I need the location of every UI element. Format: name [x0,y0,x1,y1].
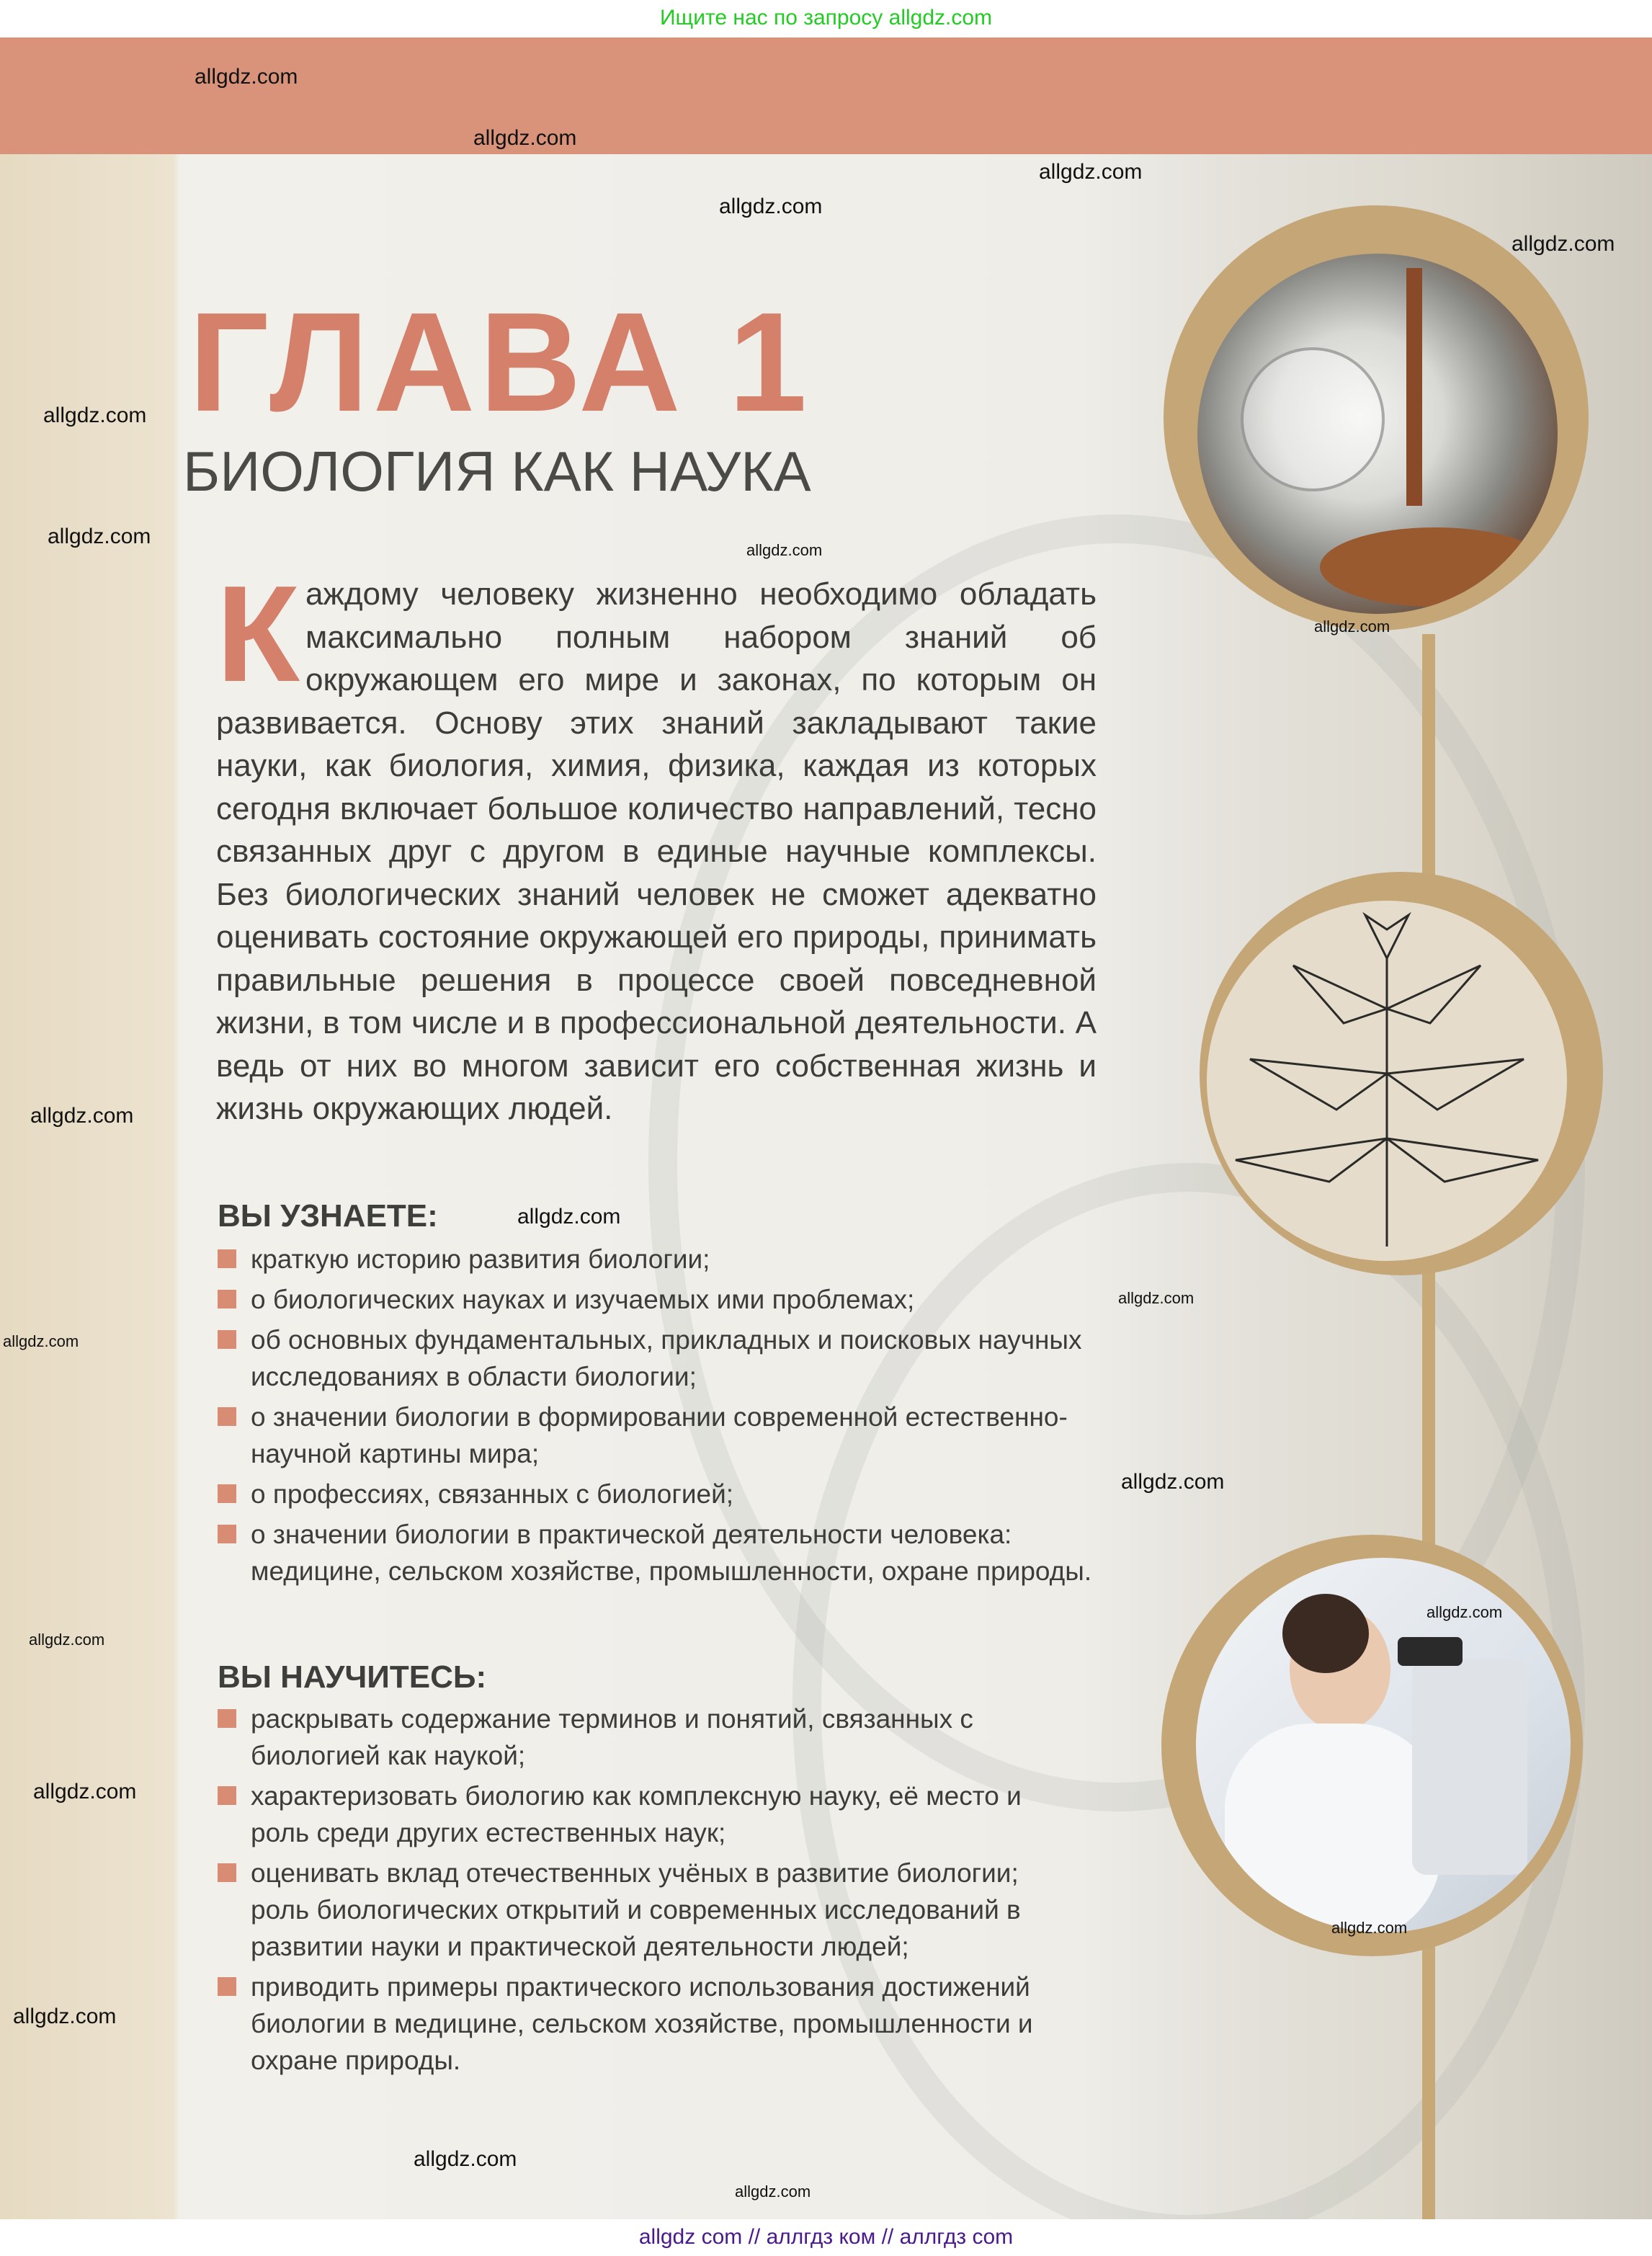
watermark: allgdz.com [3,1332,79,1350]
list-item [218,1399,1111,1472]
learn-list [218,1241,1111,1593]
list-item-text: о значении биологии в практической деятельности человека: медицине, сельском хозяйстве, промышленности, охране природы. [251,1520,1092,1586]
plant-engraving [1207,901,1567,1261]
watermark: allgdz.com [48,525,151,548]
list-item [218,1969,1068,2079]
watermark: allgdz.com [30,1104,134,1128]
list-item-text: о профессиях, связанных с биологией; [251,1479,734,1509]
watermark: allgdz.com [43,404,147,427]
watermark: allgdz.com [1512,232,1615,256]
watermark: allgdz.com [33,1780,137,1804]
watermark: allgdz.com [1331,1919,1408,1937]
watermark: allgdz.com [1039,160,1143,184]
watermark: allgdz.com [13,2005,117,2028]
skills-list [218,1700,1068,2082]
laboratory-flask-photo [1197,254,1558,614]
list-item-text: раскрывать содержание терминов и понятий, связанных с биологией как наукой; [251,1704,973,1770]
gold-connector-line [1422,634,1435,2219]
watermark: allgdz.com [719,195,823,218]
square-bullet-icon [218,1407,236,1426]
watermark: allgdz.com [517,1205,621,1229]
scientist-microscope-photo [1196,1558,1571,1932]
square-bullet-icon [218,1330,236,1349]
list-item-text: о значении биологии в формировании современной естественно-научной картины мира; [251,1402,1068,1468]
bottom-watermark-banner: allgdz com // аллгдз ком // аллгдз com [0,2219,1652,2256]
list-item [218,1241,1111,1278]
watermark: allgdz.com [1118,1289,1195,1307]
list-item [218,1855,1068,1965]
top-watermark-banner: Ищите нас по запросу allgdz.com [0,0,1652,37]
square-bullet-icon [218,1709,236,1728]
square-bullet-icon [218,1290,236,1308]
list-item [218,1476,1111,1512]
chapter-subtitle: БИОЛОГИЯ КАК НАУКА [183,440,811,503]
square-bullet-icon [218,1977,236,1996]
header-band [0,37,1652,154]
square-bullet-icon [218,1525,236,1543]
square-bullet-icon [218,1249,236,1268]
list-item [218,1516,1111,1590]
list-item [218,1700,1068,1774]
skills-heading: ВЫ НАУЧИТЕСЬ: [218,1659,487,1695]
watermark: allgdz.com [746,541,823,559]
intro-text: аждому человеку жизненно необходимо обладать максимально полным набором знаний об окружающем его мире и законах, по которым он развивается. Основу этих знаний закладывают такие науки, как биология, химия, физика, каждая из которых сегодня включает большое количество направлений, тесно связанных друг с другом в единые научные комплексы. Без биологических знаний человек не сможет адекватно оценивать состояние окружающей его природы, принимать правильные решения в процессе своей повседневной жизни, в том числе и в профессиональной деятельности. А ведь от них во многом зависит его собственная жизнь и жизнь окружающих людей. [216,576,1097,1126]
square-bullet-icon [218,1786,236,1805]
list-item-text: краткую историю развития биологии; [251,1244,710,1274]
list-item [218,1321,1111,1395]
square-bullet-icon [218,1863,236,1882]
learn-heading: ВЫ УЗНАЕТЕ: [218,1198,438,1234]
watermark: allgdz.com [29,1631,105,1649]
list-item [218,1281,1111,1318]
drop-cap: К [216,558,300,710]
list-item-text: об основных фундаментальных, прикладных и поисковых научных исследованиях в области биологии; [251,1325,1082,1391]
watermark: allgdz.com [195,65,298,89]
watermark: allgdz.com [414,2147,517,2171]
list-item-text: оценивать вклад отечественных учёных в развитие биологии; роль биологических открытий и современных исследований в развитии науки и практической деятельности людей; [251,1858,1021,1961]
watermark: allgdz.com [1314,617,1390,636]
list-item [218,1778,1068,1851]
intro-paragraph [216,558,1097,1131]
watermark: allgdz.com [1426,1603,1503,1621]
watermark: allgdz.com [735,2183,811,2201]
square-bullet-icon [218,1484,236,1503]
watermark: allgdz.com [1121,1470,1225,1494]
chapter-title: ГЛАВА 1 [189,283,812,441]
list-item-text: приводить примеры практического использования достижений биологии в медицине, сельском хозяйстве, промышленности и охране природы. [251,1972,1033,2075]
list-item-text: характеризовать биологию как комплексную науку, её место и роль среди других естественных наук; [251,1781,1022,1847]
watermark: allgdz.com [473,126,577,150]
list-item-text: о биологических науках и изучаемых ими проблемах; [251,1285,915,1314]
